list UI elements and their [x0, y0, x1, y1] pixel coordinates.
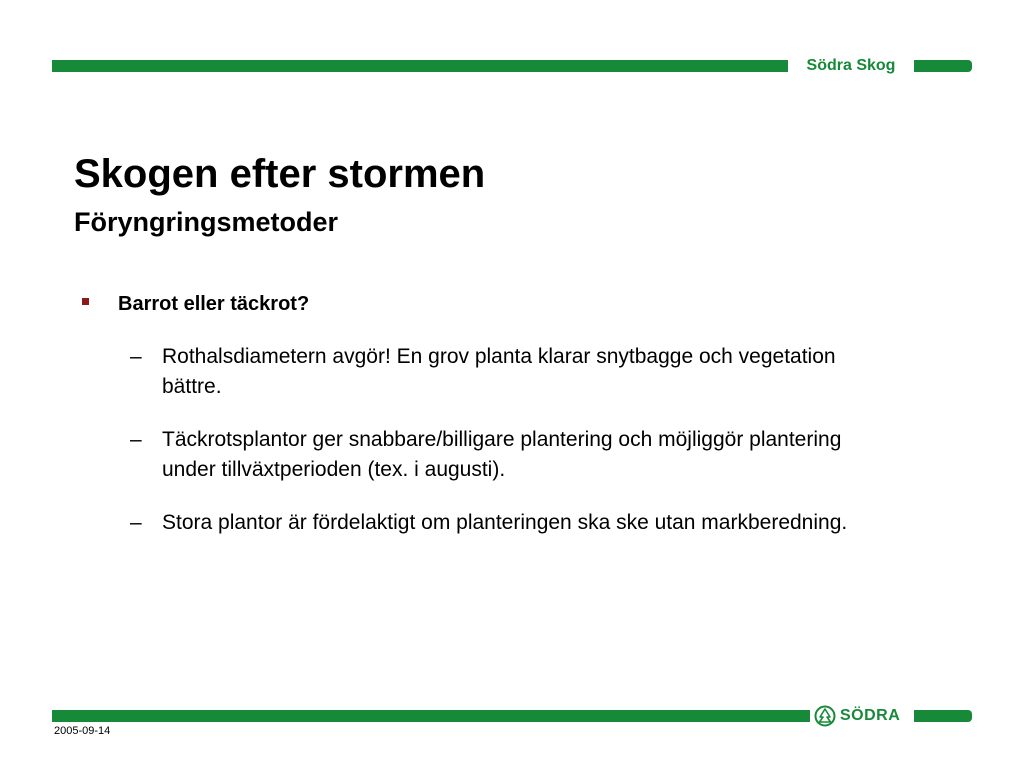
header-brand: Södra Skog — [806, 57, 896, 74]
bullet-text: Barrot eller täckrot? — [118, 293, 310, 315]
dash-marker: – — [130, 511, 142, 534]
footer-date: 2005-09-14 — [54, 725, 111, 737]
slide-subtitle: Föryngringsmetoder — [74, 207, 339, 237]
square-bullet-icon — [82, 298, 89, 305]
sub-bullet-text: Täckrotsplantor ger snabbare/billigare plantering och möjliggör plantering under tillväxtperioden (tex. i augusti). — [162, 428, 842, 481]
sub-bullet-text: Stora plantor är fördelaktigt om planteringen ska ske utan markberedning. — [162, 511, 848, 534]
sodra-tree-logo-icon — [814, 705, 836, 727]
slide-title: Skogen efter stormen — [74, 152, 486, 196]
header-bar-right — [914, 60, 972, 72]
dash-marker: – — [130, 428, 142, 451]
header-bar-left — [52, 60, 788, 72]
logo-text: SÖDRA — [840, 707, 901, 724]
footer-bar-left — [52, 710, 810, 722]
dash-marker: – — [130, 345, 142, 368]
footer-logo — [814, 704, 910, 728]
sub-bullet-text: Rothalsdiametern avgör! En grov planta klarar snytbagge och vegetation bättre. — [162, 345, 836, 398]
footer-bar-right — [914, 710, 972, 722]
